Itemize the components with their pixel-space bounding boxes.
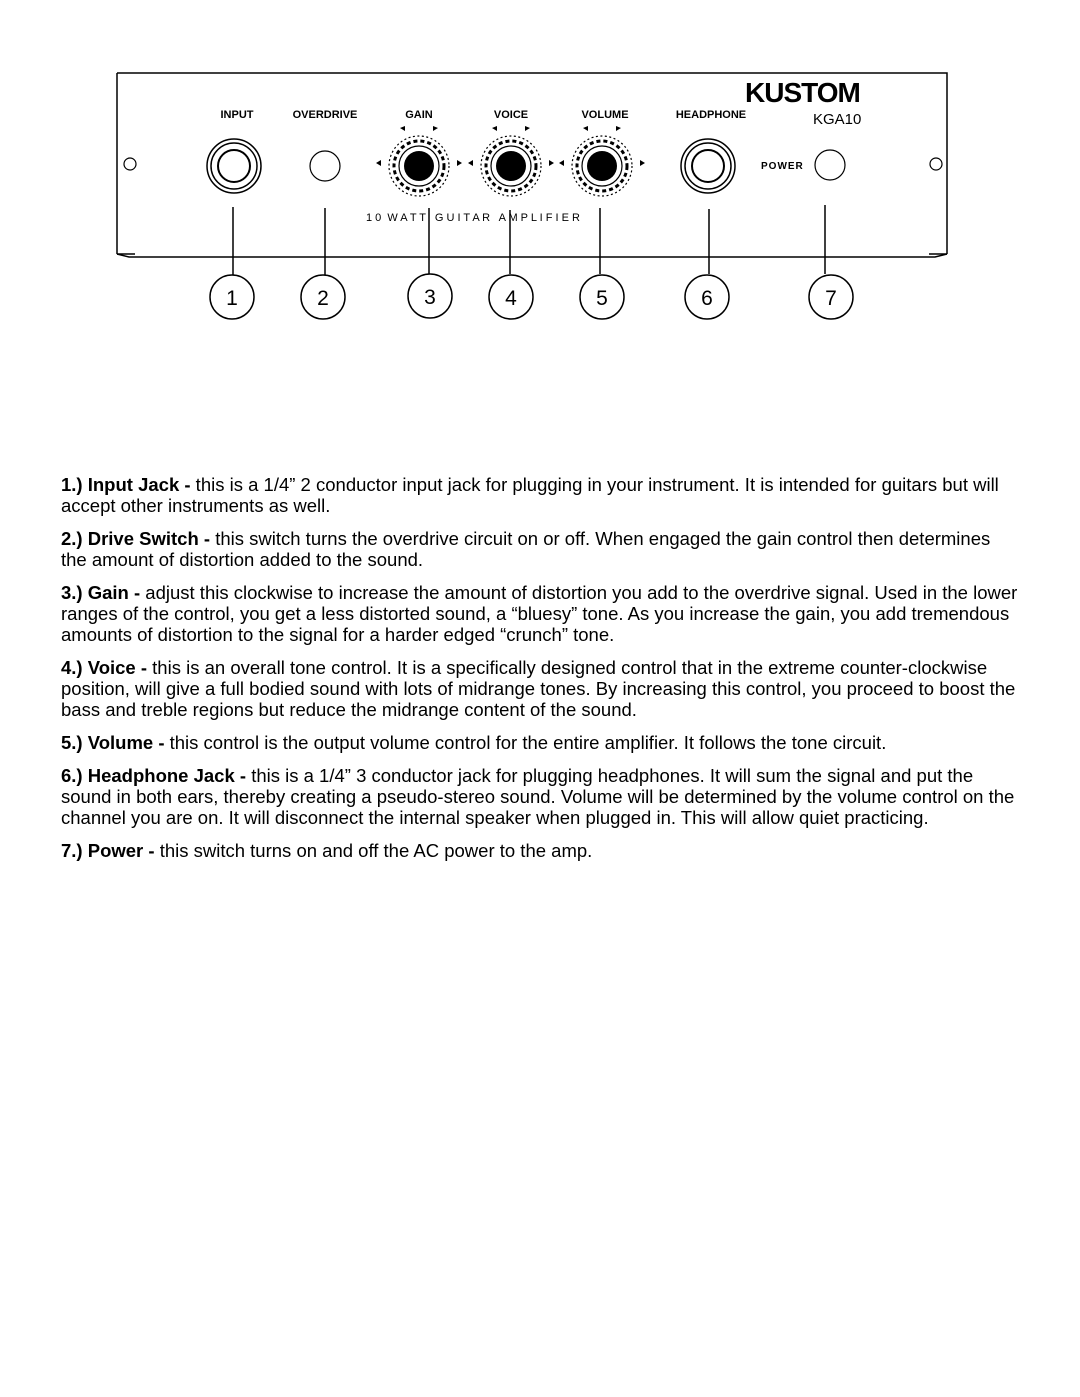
callout-7 xyxy=(809,275,853,319)
brand-logo: KUSTOM xyxy=(745,77,860,108)
item-number: 4.) xyxy=(61,657,83,678)
item-number: 6.) xyxy=(61,765,83,786)
callout-number: 3 xyxy=(424,286,436,309)
callout-4 xyxy=(489,275,533,319)
callout-number: 2 xyxy=(317,287,329,310)
item-text: this control is the output volume control for the entire amplifier. It follows the tone circuit. xyxy=(164,732,887,753)
callout-6 xyxy=(685,275,729,319)
model-label: KGA10 xyxy=(813,111,862,128)
callout-2 xyxy=(301,275,345,319)
item-text: this switch turns the overdrive circuit on or off. When engaged the gain control then determines the amount of distortion added to the sound. xyxy=(61,528,991,570)
amp-front-panel-diagram xyxy=(0,0,1080,340)
label-headphone: HEADPHONE xyxy=(675,109,747,121)
label-overdrive: OVERDRIVE xyxy=(292,109,358,121)
item-number: 5.) xyxy=(61,732,83,753)
panel-tagline: 1 0 W A T T G U I T A R A M P L I F I E R xyxy=(366,212,580,224)
description-power xyxy=(61,840,1021,861)
label-power: POWER xyxy=(761,161,804,172)
label-volume: VOLUME xyxy=(581,109,629,121)
description-drive-switch xyxy=(61,528,1021,570)
callout-5 xyxy=(580,275,624,319)
power-switch[interactable] xyxy=(815,150,845,180)
item-text: this switch turns on and off the AC power to the amp. xyxy=(154,840,593,861)
item-title: Drive Switch - xyxy=(87,528,211,549)
item-text: adjust this clockwise to increase the amount of distortion you add to the overdrive signal. Used in the lower ranges of the control, you get a less distorted sound, a “bluesy” tone. As you increase the gain, you add tremendous amounts of distortion to the signal for a harder edged “crunch” tone. xyxy=(61,582,1018,645)
item-number: 7.) xyxy=(61,840,83,861)
gain-knob[interactable] xyxy=(376,126,462,196)
item-text: this is a 1/4” 2 conductor input jack for plugging in your instrument. It is intended for guitars but will accept other instruments as well. xyxy=(61,474,999,516)
headphone-jack[interactable] xyxy=(681,139,735,193)
volume-knob[interactable] xyxy=(559,126,645,196)
control-descriptions xyxy=(61,474,1021,873)
item-text: this is a 1/4” 3 conductor jack for plugging headphones. It will sum the signal and put the sound in both ears, thereby creating a pseudo-stereo sound. Volume will be determined by the volume control on the channel you are on. It will disconnect the internal speaker when plugged in. This will allow quiet practicing. xyxy=(61,765,1015,828)
label-voice: VOICE xyxy=(493,109,529,121)
description-volume xyxy=(61,732,1021,753)
item-title: Input Jack - xyxy=(87,474,191,495)
item-title: Power - xyxy=(87,840,155,861)
item-title: Gain - xyxy=(87,582,141,603)
overdrive-switch[interactable] xyxy=(310,151,340,181)
mounting-hole-left xyxy=(124,158,136,170)
input-jack[interactable] xyxy=(207,139,261,193)
item-number: 2.) xyxy=(61,528,83,549)
description-headphone-jack xyxy=(61,765,1021,828)
callout-number: 7 xyxy=(825,287,837,310)
item-number: 3.) xyxy=(61,582,83,603)
item-title: Volume - xyxy=(87,732,165,753)
mounting-hole-right xyxy=(930,158,942,170)
item-title: Voice - xyxy=(87,657,148,678)
label-input: INPUT xyxy=(220,109,254,121)
callout-number: 1 xyxy=(226,287,238,310)
voice-knob[interactable] xyxy=(468,126,554,196)
item-title: Headphone Jack - xyxy=(87,765,247,786)
item-number: 1.) xyxy=(61,474,83,495)
callout-number: 6 xyxy=(701,287,713,310)
description-input-jack xyxy=(61,474,1021,516)
item-text: this is an overall tone control. It is a specifically designed control that in the extreme counter-clockwise position, will give a full bodied sound with lots of midrange tones. By increasing this control, you proceed to boost the bass and treble regions but reduce the midrange content of the sound. xyxy=(61,657,1016,720)
description-voice xyxy=(61,657,1021,720)
callout-3 xyxy=(408,274,452,318)
callout-number: 4 xyxy=(505,287,517,310)
description-gain xyxy=(61,582,1021,645)
callout-1 xyxy=(210,275,254,319)
label-gain: GAIN xyxy=(405,109,433,121)
callout-number: 5 xyxy=(596,287,608,310)
